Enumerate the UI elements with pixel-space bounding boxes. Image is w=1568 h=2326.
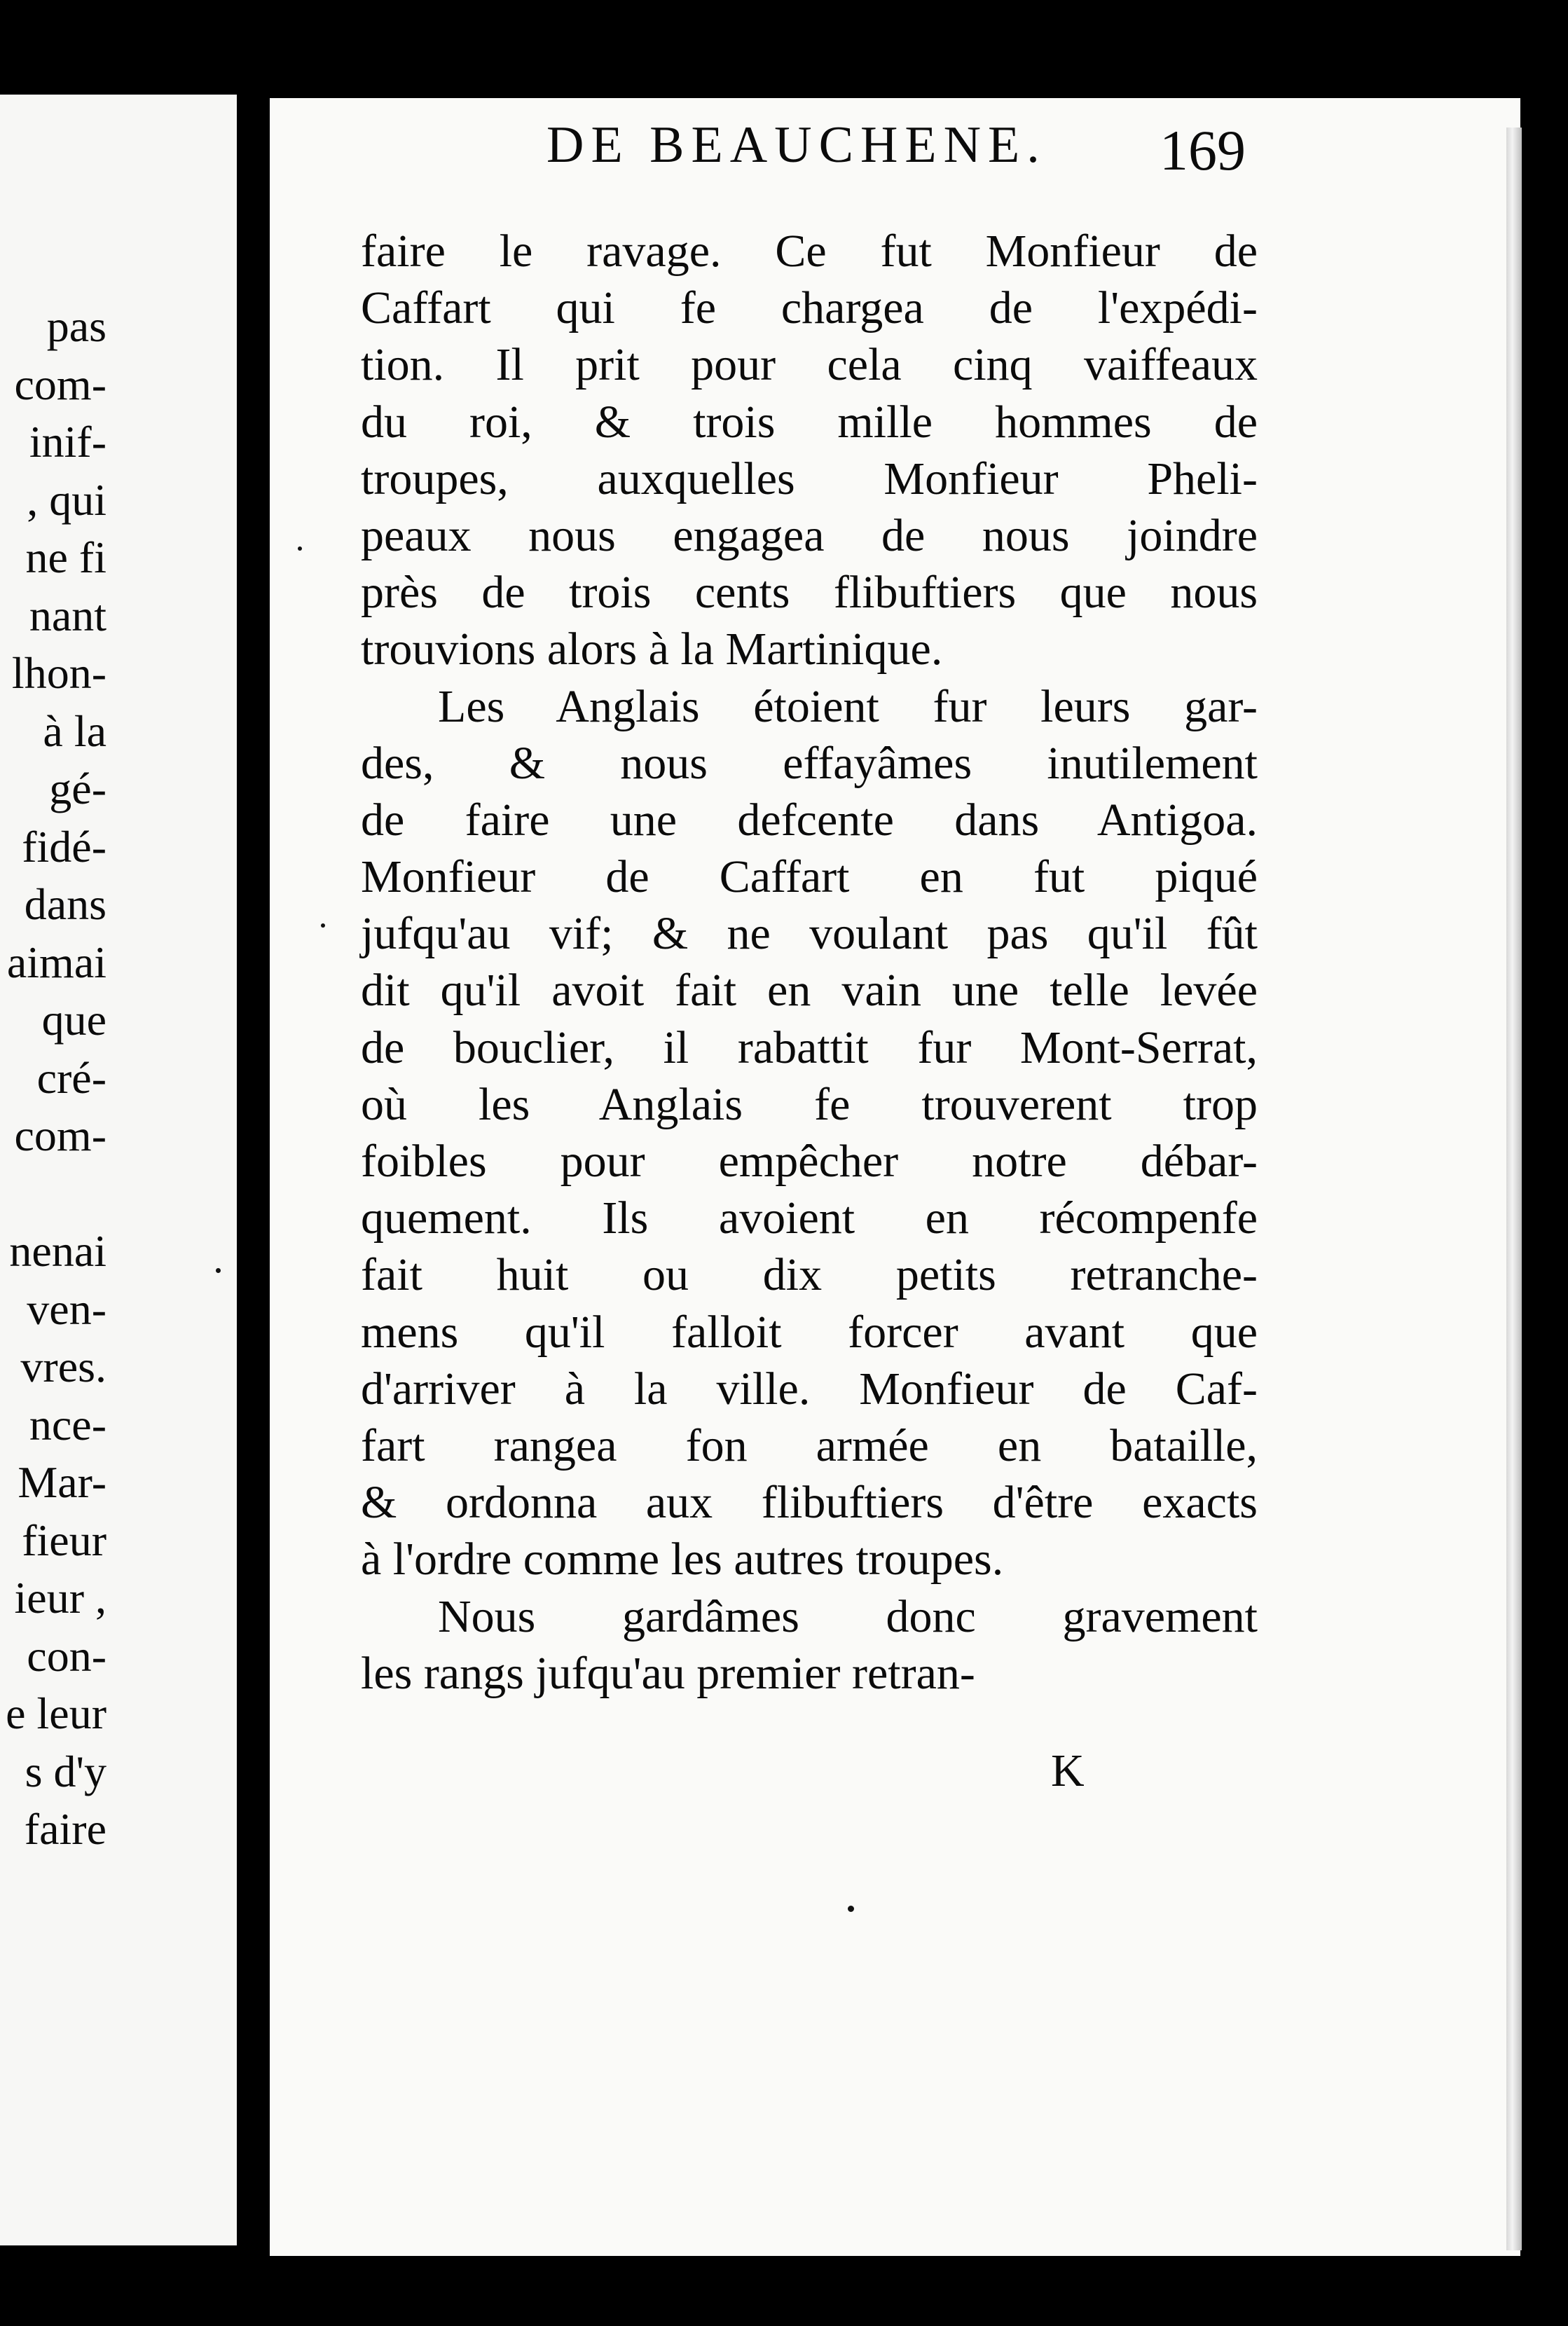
left-page-line: vres.: [20, 1342, 106, 1391]
left-page-line: com-: [14, 1110, 106, 1160]
left-page-line: fidé-: [22, 821, 106, 872]
left-page-line: ne fi: [25, 532, 106, 582]
left-page-line: ven-: [27, 1284, 106, 1334]
left-page-text: [0, 298, 106, 1859]
left-page-line: dans: [24, 879, 106, 929]
text-line: Les Anglais étoient fur leurs gar-: [438, 680, 1258, 732]
left-page-line: que: [41, 995, 106, 1045]
text-line: quement. Ils avoient en récompenfe: [361, 1192, 1258, 1244]
text-line: des, & nous effayâmes inutilement: [361, 737, 1258, 789]
text-line: Nous gardâmes donc gravement: [438, 1590, 1258, 1642]
text-line: mens qu'il falloit forcer avant que: [361, 1306, 1258, 1358]
text-line: près de trois cents flibuftiers que nous: [361, 567, 1258, 619]
left-page-line: lhon-: [11, 648, 106, 698]
text-line: fart rangea fon armée en bataille,: [361, 1419, 1258, 1471]
ink-speck: [216, 1268, 221, 1273]
text-line: du roi, & trois mille hommes de: [361, 396, 1258, 448]
text-line: à l'ordre comme les autres troupes.: [361, 1534, 1004, 1585]
text-line: les rangs jufqu'au premier retran-: [361, 1647, 975, 1699]
left-facing-page: [0, 95, 237, 2245]
text-line: d'arriver à la ville. Monfieur de Caf-: [361, 1363, 1258, 1415]
left-page-line: s d'y: [25, 1746, 106, 1796]
text-line: où les Anglais fe trouverent trop: [361, 1078, 1258, 1130]
text-line: Caffart qui fe chargea de l'expédi-: [361, 282, 1258, 334]
text-line: foibles pour empêcher notre débar-: [361, 1136, 1258, 1187]
text-line: fait huit ou dix petits retranche-: [361, 1249, 1258, 1301]
left-page-line: inif-: [29, 417, 106, 467]
running-head: DE BEAUCHENE.: [546, 116, 1047, 174]
left-page-line: Mar-: [18, 1457, 106, 1507]
left-page-line: à la: [43, 706, 106, 756]
ink-speck: [848, 1906, 854, 1912]
left-page-line: e leur: [6, 1688, 106, 1738]
left-page-line: aimai: [6, 937, 106, 987]
left-page-line: gé-: [49, 764, 106, 813]
text-line: jufqu'au vif; & ne voulant pas qu'il fût: [361, 908, 1258, 960]
left-page-line: fieur: [22, 1515, 106, 1565]
text-line: dit qu'il avoit fait en vain une telle levée: [361, 965, 1258, 1017]
text-line: de bouclier, il rabattit fur Mont-Serrat,: [361, 1021, 1258, 1073]
signature-mark: K: [1051, 1745, 1085, 1796]
left-page-line: nce-: [29, 1399, 106, 1450]
left-page-line: cré-: [36, 1052, 106, 1103]
text-line: & ordonna aux flibuftiers d'être exacts: [361, 1477, 1258, 1529]
ink-speck: [321, 923, 325, 928]
left-page-line: , qui: [27, 474, 106, 525]
ink-speck: [298, 546, 302, 551]
text-line: tion. Il prit pour cela cinq vaiffeaux: [361, 339, 1258, 391]
text-line: troupes, auxquelles Monfieur Pheli-: [361, 453, 1258, 504]
text-line: Monfieur de Caffart en fut piqué: [361, 851, 1258, 903]
page-number: 169: [1160, 118, 1246, 182]
left-page-line: nant: [29, 590, 106, 640]
left-page-line: pas: [46, 301, 106, 351]
left-page-line: faire: [24, 1804, 106, 1854]
text-line: faire le ravage. Ce fut Monfieur de: [361, 226, 1258, 277]
text-line: de faire une defcente dans Antigoa.: [361, 794, 1258, 846]
left-page-line: nenai: [9, 1226, 106, 1276]
text-line: trouvions alors à la Martinique.: [361, 624, 943, 675]
left-page-blank-line: [0, 1165, 106, 1223]
book-gutter: [237, 0, 270, 2326]
body-text: [361, 223, 1258, 1702]
left-page-line: com-: [14, 359, 106, 409]
text-line: peaux nous engagea de nous joindre: [361, 509, 1258, 561]
left-page-line: con-: [27, 1630, 106, 1681]
left-page-line: ieur ,: [14, 1573, 106, 1623]
page-edge: [1506, 128, 1522, 2250]
